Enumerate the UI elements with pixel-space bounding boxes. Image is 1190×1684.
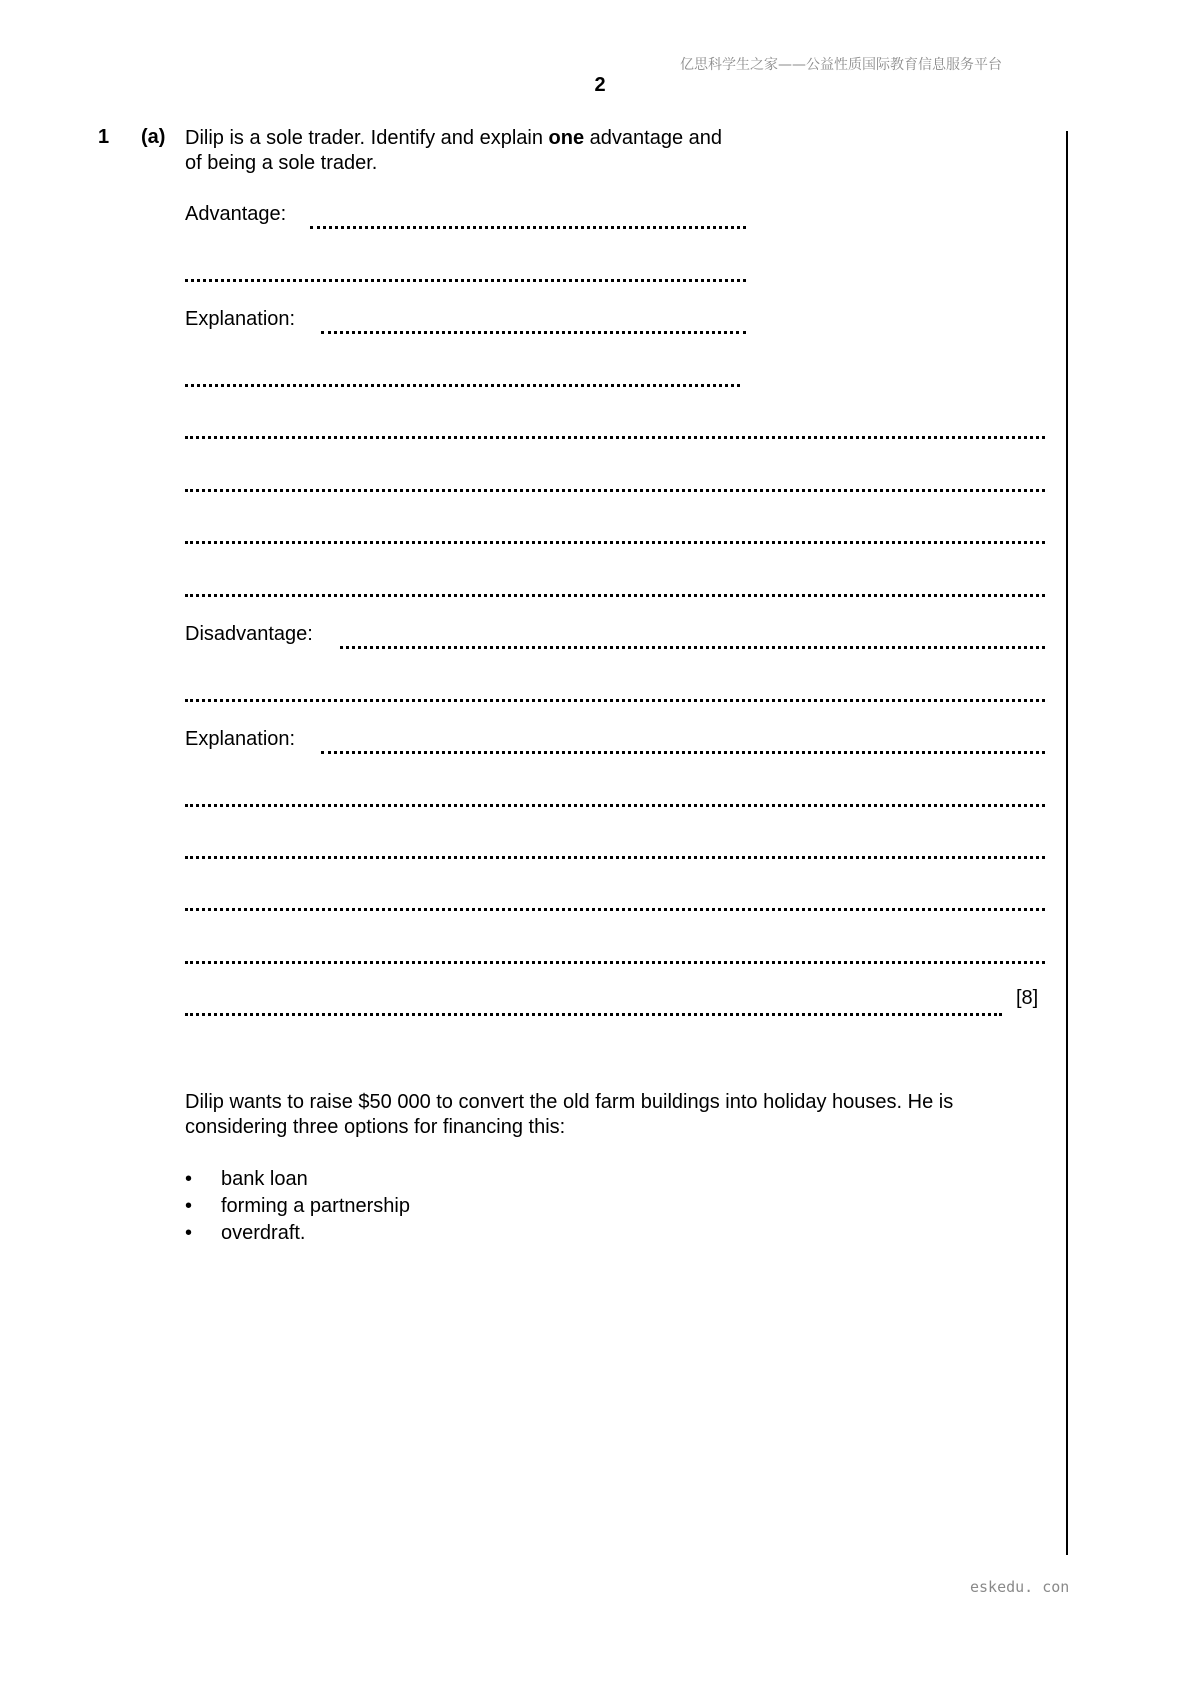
disadvantage-label: Disadvantage: bbox=[185, 623, 313, 645]
watermark-header: 亿思科学生之家——公益性质国际教育信息服务平台 bbox=[680, 57, 1002, 73]
disadvantage-answer-line[interactable] bbox=[185, 699, 1045, 702]
explanation-answer-line[interactable] bbox=[185, 856, 1045, 859]
explanation-answer-line[interactable] bbox=[185, 489, 1045, 492]
explanation-answer-line[interactable] bbox=[321, 751, 1045, 754]
list-item: • bank loan bbox=[185, 1166, 410, 1193]
explanation-answer-line[interactable] bbox=[185, 384, 740, 387]
advantage-answer-line[interactable] bbox=[185, 279, 746, 282]
explanation-answer-line[interactable] bbox=[185, 594, 1045, 597]
watermark-footer: eskedu. con bbox=[970, 1578, 1070, 1596]
mark-allocation: [8] bbox=[1016, 987, 1039, 1009]
margin-rule bbox=[1066, 131, 1068, 1555]
question-part: (a) bbox=[141, 126, 166, 148]
question-text-start: Dilip is a sole trader. Identify and explain bbox=[185, 127, 549, 149]
explanation-answer-line[interactable] bbox=[185, 804, 1045, 807]
page-number: 2 bbox=[594, 74, 606, 96]
explanation-answer-line[interactable] bbox=[185, 436, 1045, 439]
explanation-answer-line[interactable] bbox=[185, 908, 1045, 911]
question-text bbox=[185, 126, 845, 176]
question-text-emphasis: one bbox=[548, 127, 585, 149]
question-text-end: advantage and bbox=[584, 127, 723, 149]
disadvantage-answer-line[interactable] bbox=[340, 646, 1045, 649]
list-item: • forming a partnership bbox=[185, 1193, 410, 1220]
explanation-label-2: Explanation: bbox=[185, 728, 296, 750]
question-text-line2: of being a sole trader. bbox=[185, 152, 378, 174]
list-item: • overdraft. bbox=[185, 1220, 410, 1247]
explanation-answer-line[interactable] bbox=[321, 331, 746, 334]
advantage-answer-line[interactable] bbox=[310, 226, 746, 229]
explanation-label: Explanation: bbox=[185, 308, 296, 330]
financing-options-list bbox=[185, 1166, 410, 1247]
context-paragraph: Dilip wants to raise $50 000 to convert the old farm buildings into holiday houses. He is considering three options for financing this: bbox=[185, 1091, 954, 1138]
explanation-answer-line[interactable] bbox=[185, 961, 1045, 964]
explanation-answer-line[interactable] bbox=[185, 541, 1045, 544]
explanation-answer-line[interactable] bbox=[185, 1013, 1002, 1016]
advantage-label: Advantage: bbox=[185, 203, 287, 225]
question-number: 1 bbox=[98, 126, 110, 148]
